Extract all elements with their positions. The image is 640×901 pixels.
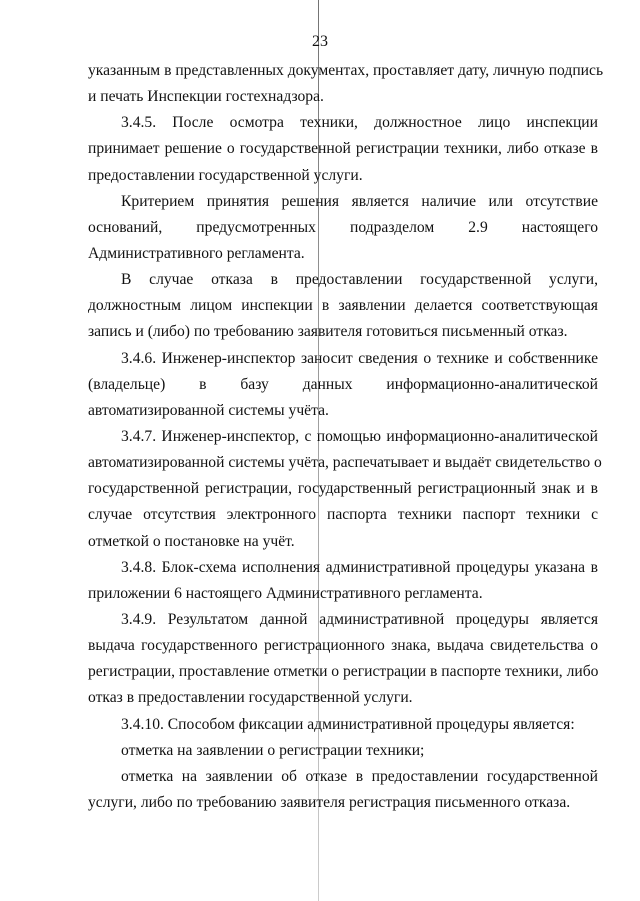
text-line: Критерием принятия решения является наличие или отсутствие: [121, 192, 598, 210]
text-line: автоматизированной системы учёта, распечатывает и выдаёт свидетельство о: [88, 454, 602, 472]
document-body: [88, 58, 604, 816]
paragraph: [88, 555, 598, 607]
paragraph: [88, 110, 598, 188]
text-line: Административного регламента.: [88, 244, 305, 262]
paragraph: [88, 607, 598, 712]
text-line: 3.4.5. После осмотра техники, должностное лицо инспекции: [121, 114, 598, 132]
text-line: 3.4.10. Способом фиксации административной процедуры является:: [121, 715, 575, 733]
text-line: государственной регистрации, государственный регистрационный знак и в: [88, 480, 598, 498]
text-line: случае отсутствия электронного паспорта техники паспорт техники с: [88, 506, 598, 524]
text-line: должностным лицом инспекции в заявлении делается соответствующая: [88, 297, 598, 315]
text-line: оснований, предусмотренных подразделом 2.9 настоящего: [88, 218, 598, 236]
paragraph: [88, 764, 598, 816]
paragraph: [88, 267, 598, 345]
text-line: приложении 6 настоящего Административного регламента.: [88, 584, 483, 602]
text-line: отказ в предоставлении государственной услуги.: [88, 689, 413, 707]
text-line: 3.4.7. Инженер-инспектор, с помощью информационно-аналитической: [121, 427, 598, 445]
text-line: В случае отказа в предоставлении государственной услуги,: [121, 271, 598, 289]
paragraph: [88, 346, 598, 424]
page-number: 23: [312, 33, 328, 50]
text-line: (владельце) в базу данных информационно-аналитической: [88, 375, 598, 393]
paragraph: [88, 712, 598, 738]
text-line: принимает решение о государственной регистрации техники, либо отказе в: [88, 140, 598, 158]
text-line: отметка на заявлении о регистрации техники;: [121, 741, 425, 759]
paragraph: [88, 424, 602, 555]
text-line: автоматизированной системы учёта.: [88, 401, 329, 419]
text-line: 3.4.9. Результатом данной административной процедуры является: [121, 610, 598, 628]
text-line: отметкой о постановке на учёт.: [88, 532, 295, 550]
text-line: выдача государственного регистрационного знака, выдача свидетельства о: [88, 637, 598, 655]
text-line: запись и (либо) по требованию заявителя готовиться письменный отказ.: [88, 323, 568, 341]
text-line: указанным в представленных документах, проставляет дату, личную подпись: [88, 62, 604, 79]
text-line: услуги, либо по требованию заявителя регистрация письменного отказа.: [88, 793, 571, 811]
paragraph: [88, 58, 604, 110]
text-line: предоставлении государственной услуги.: [88, 166, 363, 184]
text-line: и печать Инспекции гостехнадзора.: [88, 88, 324, 106]
paragraph: [88, 189, 598, 267]
text-line: регистрации, проставление отметки о регистрации в паспорте техники, либо: [88, 663, 599, 681]
text-line: отметка на заявлении об отказе в предоставлении государственной: [121, 767, 598, 785]
paragraph: [88, 738, 598, 764]
text-line: 3.4.6. Инженер-инспектор заносит сведения о технике и собственнике: [121, 349, 598, 367]
text-line: 3.4.8. Блок-схема исполнения административной процедуры указана в: [121, 558, 598, 576]
